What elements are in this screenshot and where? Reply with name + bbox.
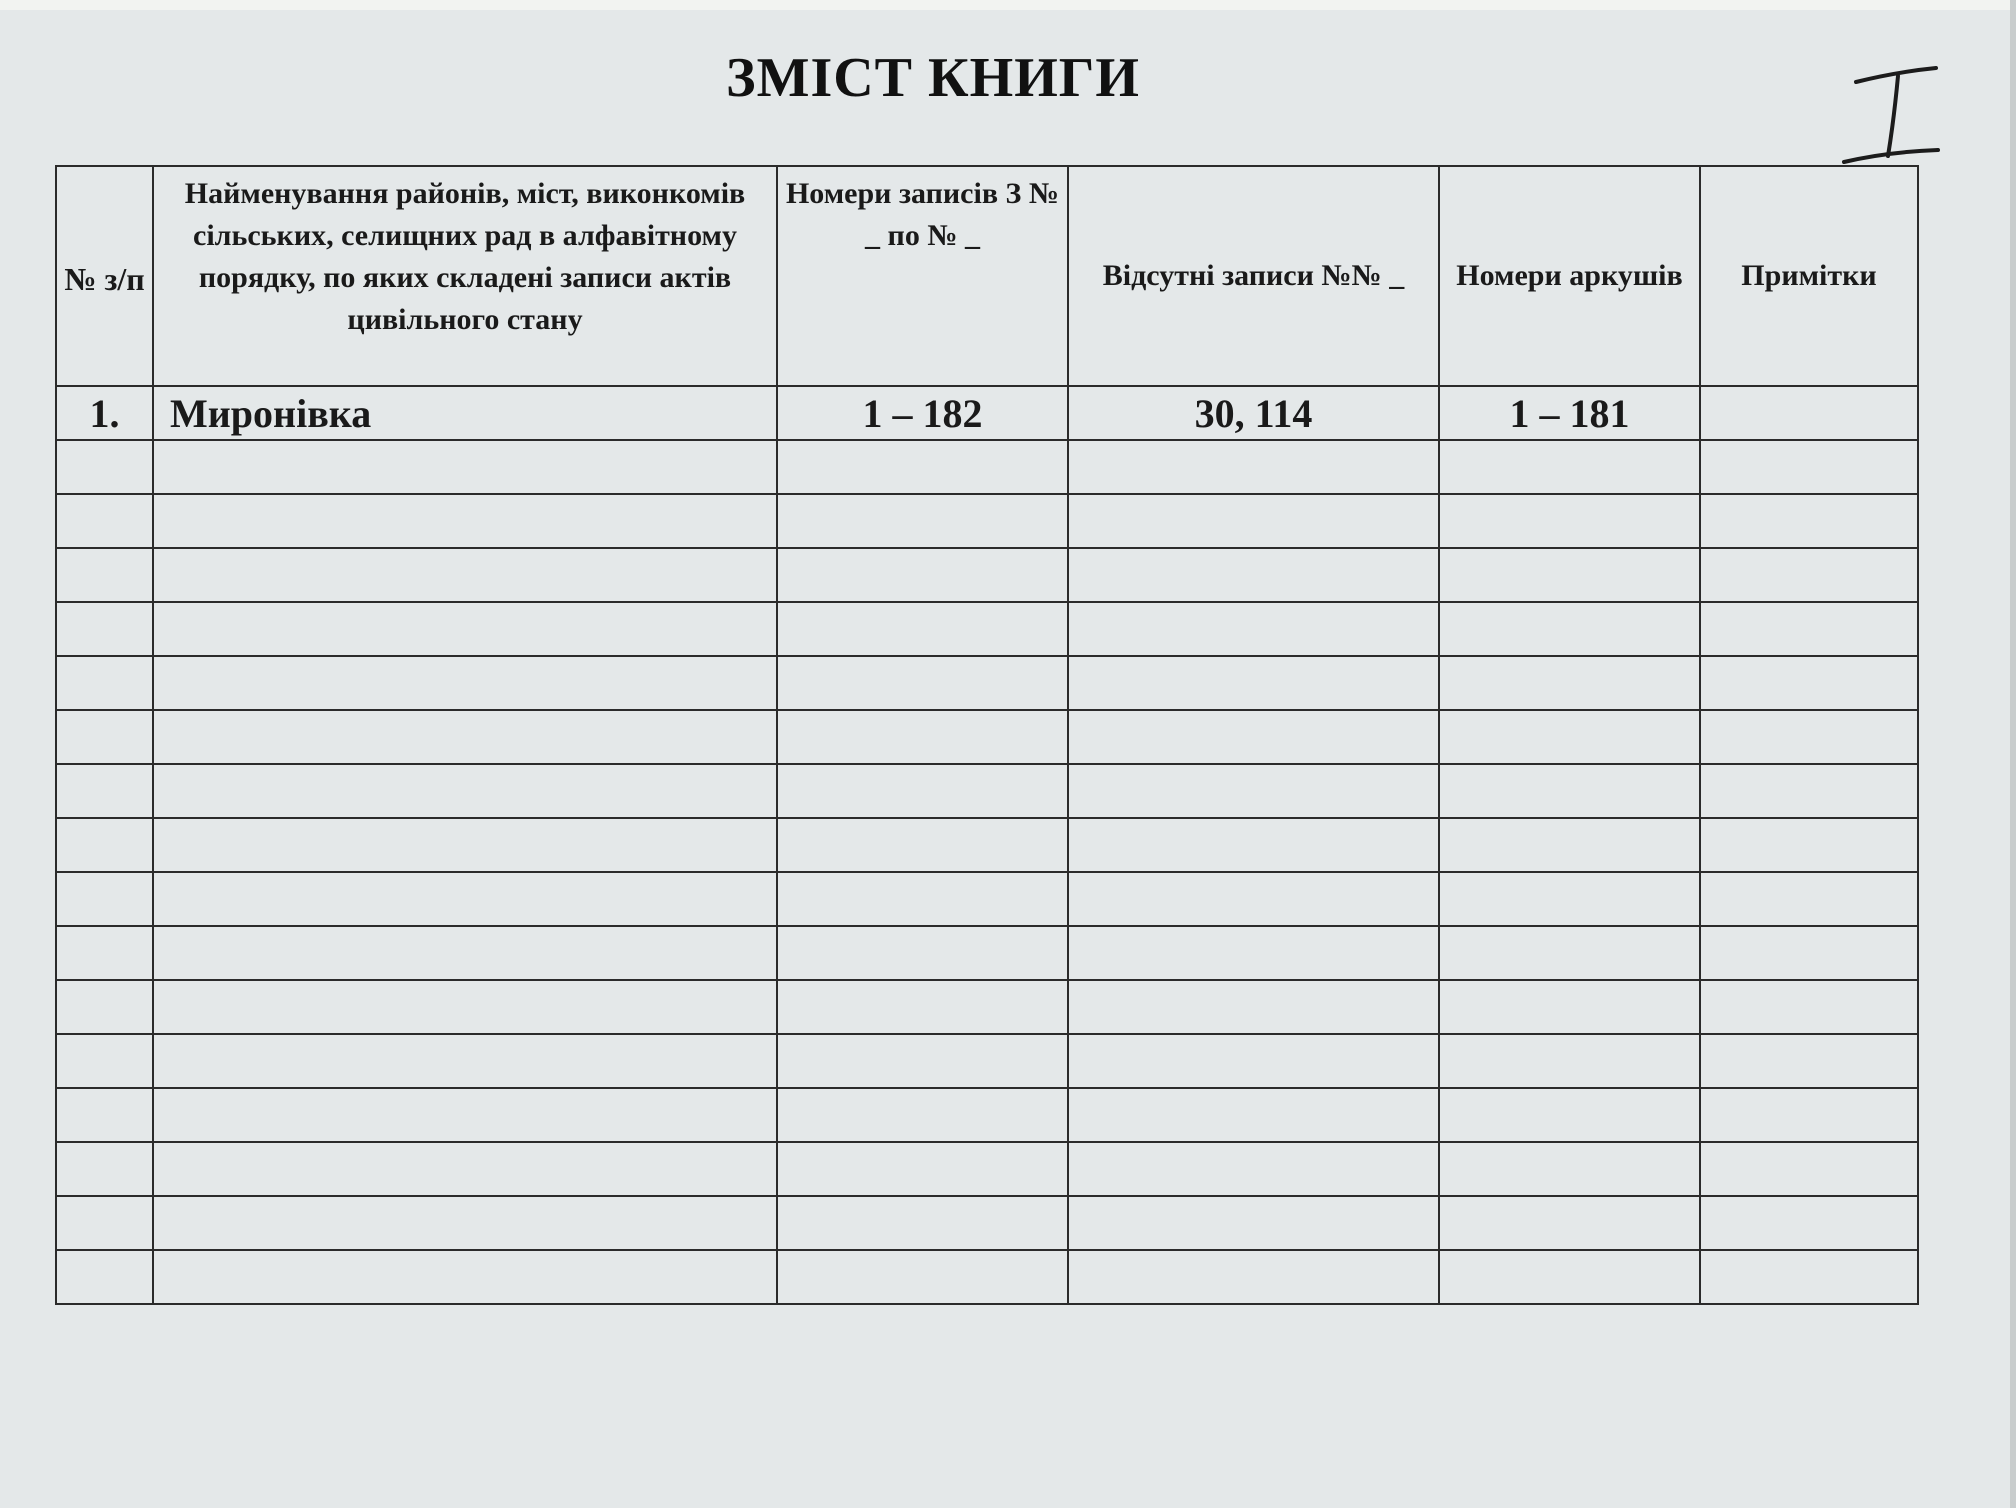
cell-notes <box>1700 440 1918 494</box>
table-row <box>56 1034 1918 1088</box>
cell-notes <box>1700 386 1918 440</box>
cell-number <box>56 440 153 494</box>
cell-number <box>56 818 153 872</box>
column-header-name: Найменування районів, міст, виконкомів сільських, селищних рад в алфавітному порядку, по яких складені записи актів цивільного стану <box>153 166 777 386</box>
cell-sheets <box>1439 818 1700 872</box>
cell-name <box>153 1142 777 1196</box>
table-row <box>56 548 1918 602</box>
cell-sheets: 1 – 181 <box>1439 386 1700 440</box>
cell-record-range <box>777 548 1068 602</box>
table-row <box>56 386 1918 440</box>
cell-name <box>153 656 777 710</box>
cell-number <box>56 764 153 818</box>
cell-missing <box>1068 494 1439 548</box>
column-header-missing-records: Відсутні записи №№ _ <box>1068 166 1439 386</box>
cell-missing <box>1068 548 1439 602</box>
column-header-notes: Примітки <box>1700 166 1918 386</box>
cell-notes <box>1700 1250 1918 1304</box>
table-row <box>56 1250 1918 1304</box>
cell-sheets <box>1439 872 1700 926</box>
cell-missing <box>1068 440 1439 494</box>
cell-name <box>153 494 777 548</box>
cell-sheets <box>1439 1034 1700 1088</box>
cell-notes <box>1700 1142 1918 1196</box>
table-row <box>56 494 1918 548</box>
cell-missing <box>1068 656 1439 710</box>
cell-notes <box>1700 1088 1918 1142</box>
table-row <box>56 926 1918 980</box>
paper-right-edge <box>2010 0 2016 1508</box>
cell-name <box>153 980 777 1034</box>
cell-missing <box>1068 764 1439 818</box>
cell-missing <box>1068 926 1439 980</box>
cell-missing <box>1068 710 1439 764</box>
cell-missing <box>1068 980 1439 1034</box>
cell-notes <box>1700 602 1918 656</box>
cell-sheets <box>1439 1250 1700 1304</box>
cell-name <box>153 548 777 602</box>
table-row <box>56 764 1918 818</box>
table-row <box>56 1142 1918 1196</box>
cell-missing <box>1068 872 1439 926</box>
cell-sheets <box>1439 440 1700 494</box>
cell-notes <box>1700 764 1918 818</box>
column-header-record-numbers: Номери записів З № _ по № _ <box>777 166 1068 386</box>
table-row <box>56 602 1918 656</box>
cell-sheets <box>1439 1196 1700 1250</box>
cell-missing: 30, 114 <box>1068 386 1439 440</box>
cell-missing <box>1068 602 1439 656</box>
column-header-number: № з/п <box>56 166 153 386</box>
cell-missing <box>1068 1196 1439 1250</box>
cell-record-range <box>777 1034 1068 1088</box>
table-row <box>56 710 1918 764</box>
cell-notes <box>1700 710 1918 764</box>
cell-record-range <box>777 872 1068 926</box>
cell-notes <box>1700 494 1918 548</box>
cell-name <box>153 1196 777 1250</box>
cell-record-range <box>777 764 1068 818</box>
cell-number: 1. <box>56 386 153 440</box>
cell-record-range: 1 – 182 <box>777 386 1068 440</box>
cell-missing <box>1068 1142 1439 1196</box>
cell-number <box>56 1142 153 1196</box>
handwritten-sheet-mark <box>1836 64 1946 174</box>
table-body <box>56 386 1918 1304</box>
cell-record-range <box>777 494 1068 548</box>
cell-name <box>153 602 777 656</box>
cell-sheets <box>1439 1142 1700 1196</box>
cell-record-range <box>777 440 1068 494</box>
cell-number <box>56 710 153 764</box>
cell-missing <box>1068 818 1439 872</box>
cell-name <box>153 1250 777 1304</box>
cell-notes <box>1700 548 1918 602</box>
table-row <box>56 1196 1918 1250</box>
table-row <box>56 980 1918 1034</box>
contents-table <box>55 165 1919 1305</box>
cell-notes <box>1700 980 1918 1034</box>
cell-missing <box>1068 1034 1439 1088</box>
cell-notes <box>1700 1034 1918 1088</box>
cell-number <box>56 1034 153 1088</box>
cell-record-range <box>777 656 1068 710</box>
cell-sheets <box>1439 656 1700 710</box>
cell-notes <box>1700 926 1918 980</box>
cell-notes <box>1700 818 1918 872</box>
cell-number <box>56 602 153 656</box>
page-title: ЗМІСТ КНИГИ <box>726 47 1140 109</box>
cell-sheets <box>1439 548 1700 602</box>
table-row <box>56 872 1918 926</box>
cell-notes <box>1700 656 1918 710</box>
table-row <box>56 818 1918 872</box>
cell-notes <box>1700 1196 1918 1250</box>
cell-name <box>153 1088 777 1142</box>
cell-record-range <box>777 1250 1068 1304</box>
cell-sheets <box>1439 710 1700 764</box>
cell-name: Миронівка <box>153 386 777 440</box>
cell-sheets <box>1439 602 1700 656</box>
cell-number <box>56 656 153 710</box>
paper-top-edge <box>0 0 2016 10</box>
cell-notes <box>1700 872 1918 926</box>
table-row <box>56 1088 1918 1142</box>
cell-name <box>153 926 777 980</box>
cell-sheets <box>1439 1088 1700 1142</box>
cell-missing <box>1068 1250 1439 1304</box>
cell-number <box>56 494 153 548</box>
cell-name <box>153 764 777 818</box>
cell-name <box>153 710 777 764</box>
cell-name <box>153 818 777 872</box>
column-header-sheet-numbers: Номери аркушів <box>1439 166 1700 386</box>
cell-number <box>56 872 153 926</box>
cell-name <box>153 1034 777 1088</box>
cell-name <box>153 872 777 926</box>
cell-number <box>56 926 153 980</box>
table-row <box>56 440 1918 494</box>
cell-record-range <box>777 1196 1068 1250</box>
cell-record-range <box>777 1142 1068 1196</box>
cell-record-range <box>777 602 1068 656</box>
cell-number <box>56 980 153 1034</box>
cell-number <box>56 548 153 602</box>
cell-sheets <box>1439 764 1700 818</box>
table-row <box>56 656 1918 710</box>
cell-sheets <box>1439 926 1700 980</box>
table-header-row <box>56 166 1918 386</box>
cell-record-range <box>777 710 1068 764</box>
cell-record-range <box>777 980 1068 1034</box>
cell-number <box>56 1088 153 1142</box>
cell-number <box>56 1196 153 1250</box>
cell-sheets <box>1439 494 1700 548</box>
cell-name <box>153 440 777 494</box>
cell-number <box>56 1250 153 1304</box>
cell-missing <box>1068 1088 1439 1142</box>
cell-record-range <box>777 1088 1068 1142</box>
cell-sheets <box>1439 980 1700 1034</box>
cell-record-range <box>777 926 1068 980</box>
cell-record-range <box>777 818 1068 872</box>
